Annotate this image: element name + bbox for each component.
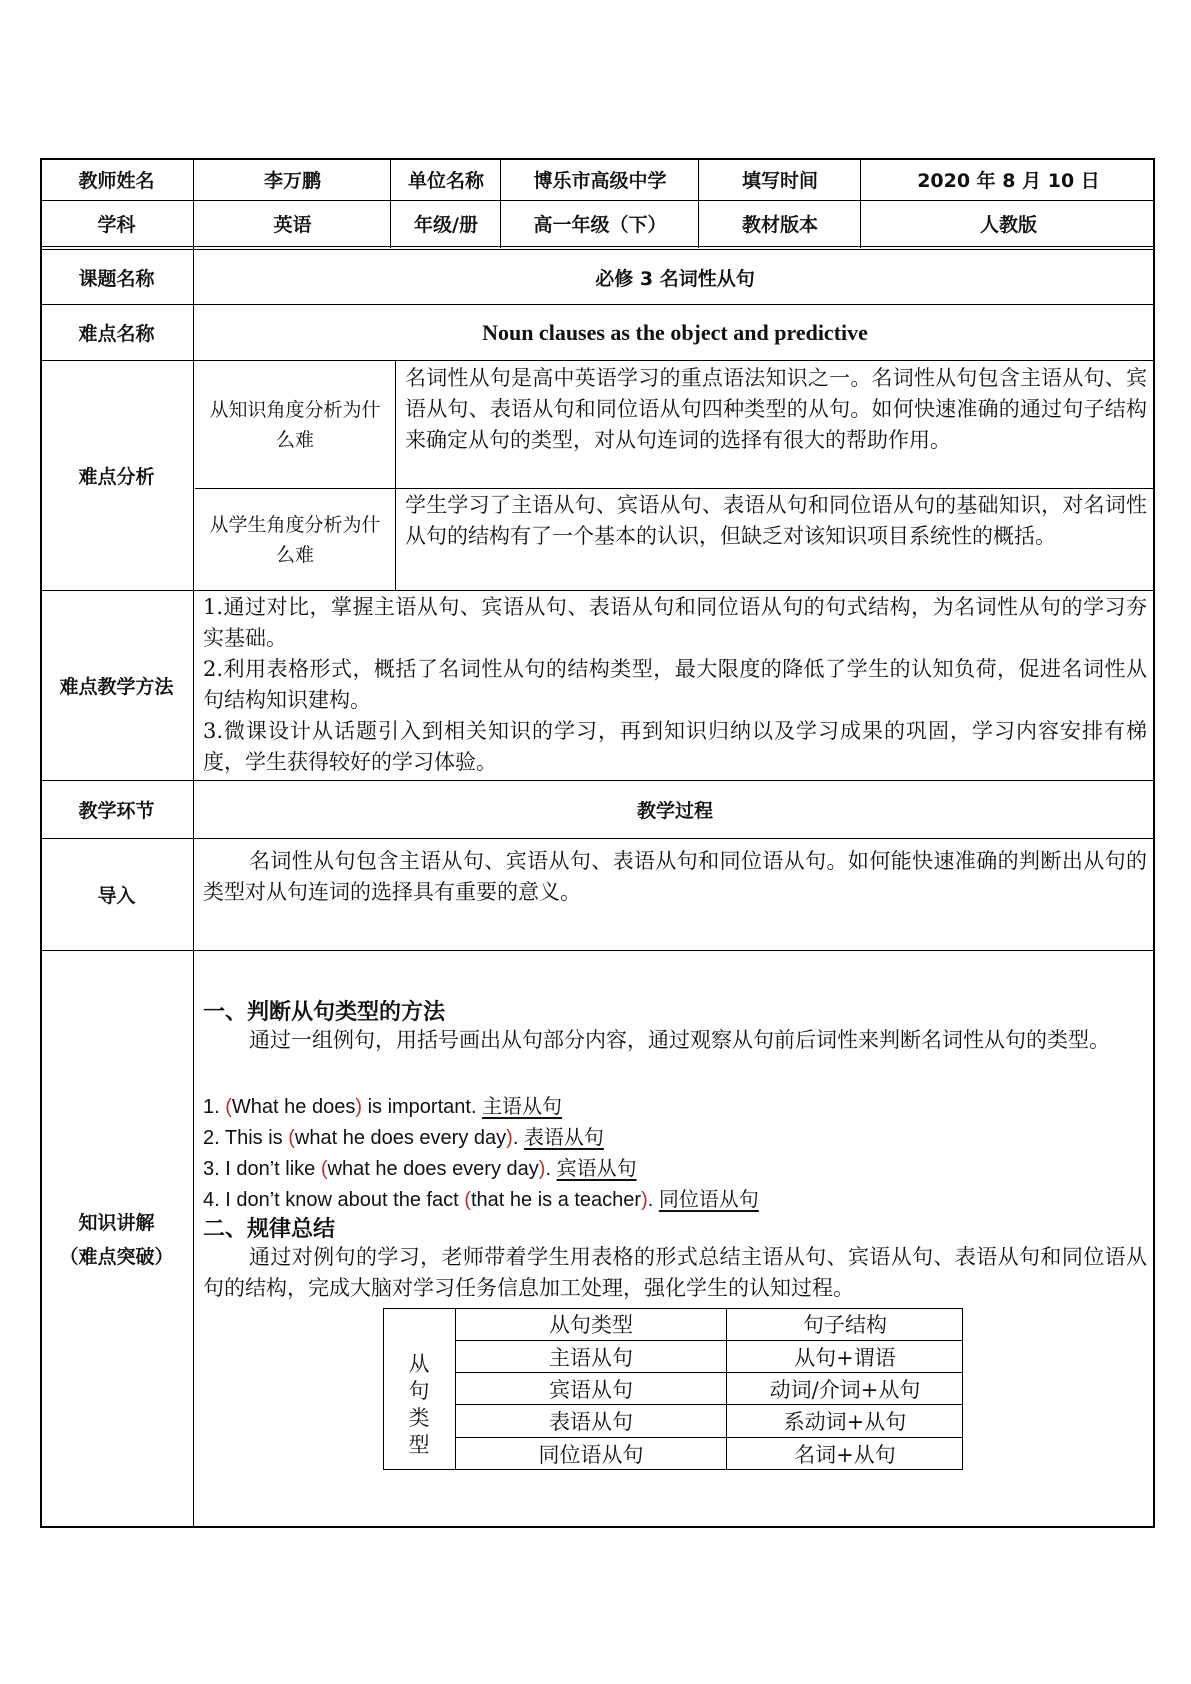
table-row-1-type: 主语从句 <box>549 1345 633 1370</box>
table-row-4-structure: 名词+从句 <box>794 1443 896 1467</box>
table-header-type: 从句类型 <box>549 1313 633 1337</box>
example-4-pre: I don’t know about the fact <box>225 1189 465 1211</box>
example-2-paren-open: ( <box>288 1127 295 1149</box>
table-side-label <box>383 1340 455 1470</box>
example-2-num: 2. <box>203 1127 225 1149</box>
side-char-4: 型 <box>408 1433 430 1457</box>
example-4-paren-open: ( <box>464 1189 471 1211</box>
stage-label: 教学环节 <box>78 800 155 822</box>
side-char-3: 类 <box>408 1406 430 1430</box>
example-4 <box>203 1183 759 1212</box>
topic-value: 必修 3 名词性从句 <box>595 267 755 290</box>
knowledge-label <box>40 951 193 1528</box>
analysis-label: 难点分析 <box>78 466 155 488</box>
section2-title: 二、规律总结 <box>203 1217 336 1242</box>
process-label: 教学过程 <box>636 800 713 822</box>
example-3-paren-open: ( <box>320 1158 328 1180</box>
knowledge-label-line2: （难点突破） <box>59 1245 174 1268</box>
grade-value: 高一年级（下） <box>533 214 667 236</box>
method-item-3: 3.微课设计从话题引入到相关知识的学习，再到知识归纳以及学习成果的巩固，学习内容安排有梯度，学生获得较好的学习体验。 <box>203 719 1147 774</box>
table-header-structure: 句子结构 <box>803 1313 887 1337</box>
example-2-paren-close: ) <box>506 1127 513 1149</box>
example-4-post: . <box>647 1189 659 1211</box>
intro-text: 名词性从句包含主语从句、宾语从句、表语从句和同位语从句。如何能快速准确的判断出从句的类型对从句连词的选择具有重要的意义。 <box>203 849 1147 904</box>
example-1 <box>203 1090 562 1119</box>
edition-value: 人教版 <box>979 214 1037 236</box>
table-row-1-structure: 从句+谓语 <box>794 1345 896 1370</box>
table-row-3-type: 表语从句 <box>549 1410 633 1434</box>
example-3-post: . <box>545 1158 557 1180</box>
section1-text: 通过一组例句，用括号画出从句部分内容，通过观察从句前后词性来判断名词性从句的类型。 <box>249 1028 1110 1052</box>
example-4-type: 同位语从句 <box>658 1187 759 1211</box>
subject-value: 英语 <box>273 214 312 236</box>
section2-text: 通过对例句的学习，老师带着学生用表格的形式总结主语从句、宾语从句、表语从句和同位语从句的结构，完成大脑对学习任务信息加工处理，强化学生的认知过程。 <box>203 1245 1147 1300</box>
table-row-4-type: 同位语从句 <box>538 1443 644 1467</box>
unit-value: 博乐市高级中学 <box>533 169 667 192</box>
example-1-type: 主语从句 <box>482 1094 563 1118</box>
example-2 <box>203 1121 604 1150</box>
example-2-type: 表语从句 <box>523 1125 604 1149</box>
table-row-3-structure: 系动词+从句 <box>783 1410 907 1434</box>
side-char-1: 从 <box>408 1352 430 1376</box>
example-3 <box>203 1152 637 1181</box>
example-4-paren-close: ) <box>641 1189 648 1211</box>
teacher-name-value: 李万鹏 <box>263 169 321 192</box>
example-1-paren-close: ) <box>355 1096 363 1118</box>
teacher-name-label: 教师姓名 <box>78 169 155 192</box>
table-row-2-type: 宾语从句 <box>549 1377 633 1402</box>
student-angle-label: 从学生角度分析为什么难 <box>209 513 381 566</box>
table-row-2-structure: 动词/介词+从句 <box>769 1377 921 1402</box>
method-label: 难点教学方法 <box>59 676 174 698</box>
example-1-paren-open: ( <box>225 1096 232 1118</box>
example-4-clause: that he is a teacher <box>470 1189 642 1211</box>
example-3-num: 3. <box>203 1158 226 1180</box>
example-3-paren-close: ) <box>538 1158 546 1180</box>
section1-title: 一、判断从句类型的方法 <box>203 1000 446 1025</box>
knowledge-label-line1: 知识讲解 <box>78 1211 155 1234</box>
difficulty-label: 难点名称 <box>78 323 155 345</box>
method-item-2: 2.利用表格形式，概括了名词性从句的结构类型，最大限度的降低了学生的认知负荷，促进名词性从句结构知识建构。 <box>203 657 1147 712</box>
example-1-num: 1. <box>203 1096 226 1118</box>
example-1-post: is important. <box>362 1096 483 1118</box>
example-3-type: 宾语从句 <box>556 1156 637 1180</box>
grade-label: 年级/册 <box>414 214 478 236</box>
example-2-clause: what he does every day <box>294 1127 507 1149</box>
method-item-1: 1.通过对比，掌握主语从句、宾语从句、表语从句和同位语从句的句式结构，为名词性从句的学习夯实基础。 <box>203 595 1147 650</box>
subject-label: 学科 <box>97 214 136 236</box>
example-3-clause: what he does every day <box>327 1158 539 1180</box>
intro-label: 导入 <box>97 885 136 907</box>
example-1-clause: What he does <box>231 1096 356 1118</box>
example-2-pre: This is <box>224 1127 289 1149</box>
example-3-pre: I don’t like <box>225 1158 321 1180</box>
example-2-post: . <box>512 1127 524 1149</box>
knowledge-angle-text: 名词性从句是高中英语学习的重点语法知识之一。名词性从句包含主语从句、宾语从句、表语从句和同位语从句四种类型的从句。如何快速准确的通过句子结构来确定从句的类型，对从句连词的选择有很大的帮助作用。 <box>405 366 1147 452</box>
date-value: 2020 年 8 月 10 日 <box>917 169 1100 192</box>
topic-label: 课题名称 <box>78 267 155 290</box>
difficulty-value: Noun clauses as the object and predictive <box>482 319 868 345</box>
edition-label: 教材版本 <box>741 214 818 236</box>
unit-label: 单位名称 <box>407 169 484 192</box>
side-char-2: 句 <box>408 1379 430 1403</box>
example-4-num: 4. <box>203 1189 226 1211</box>
knowledge-angle-label: 从知识角度分析为什么难 <box>209 398 381 451</box>
student-angle-text: 学生学习了主语从句、宾语从句、表语从句和同位语从句的基础知识，对名词性从句的结构有了一个基本的认识，但缺乏对该知识项目系统性的概括。 <box>405 493 1147 548</box>
date-label: 填写时间 <box>741 169 818 192</box>
